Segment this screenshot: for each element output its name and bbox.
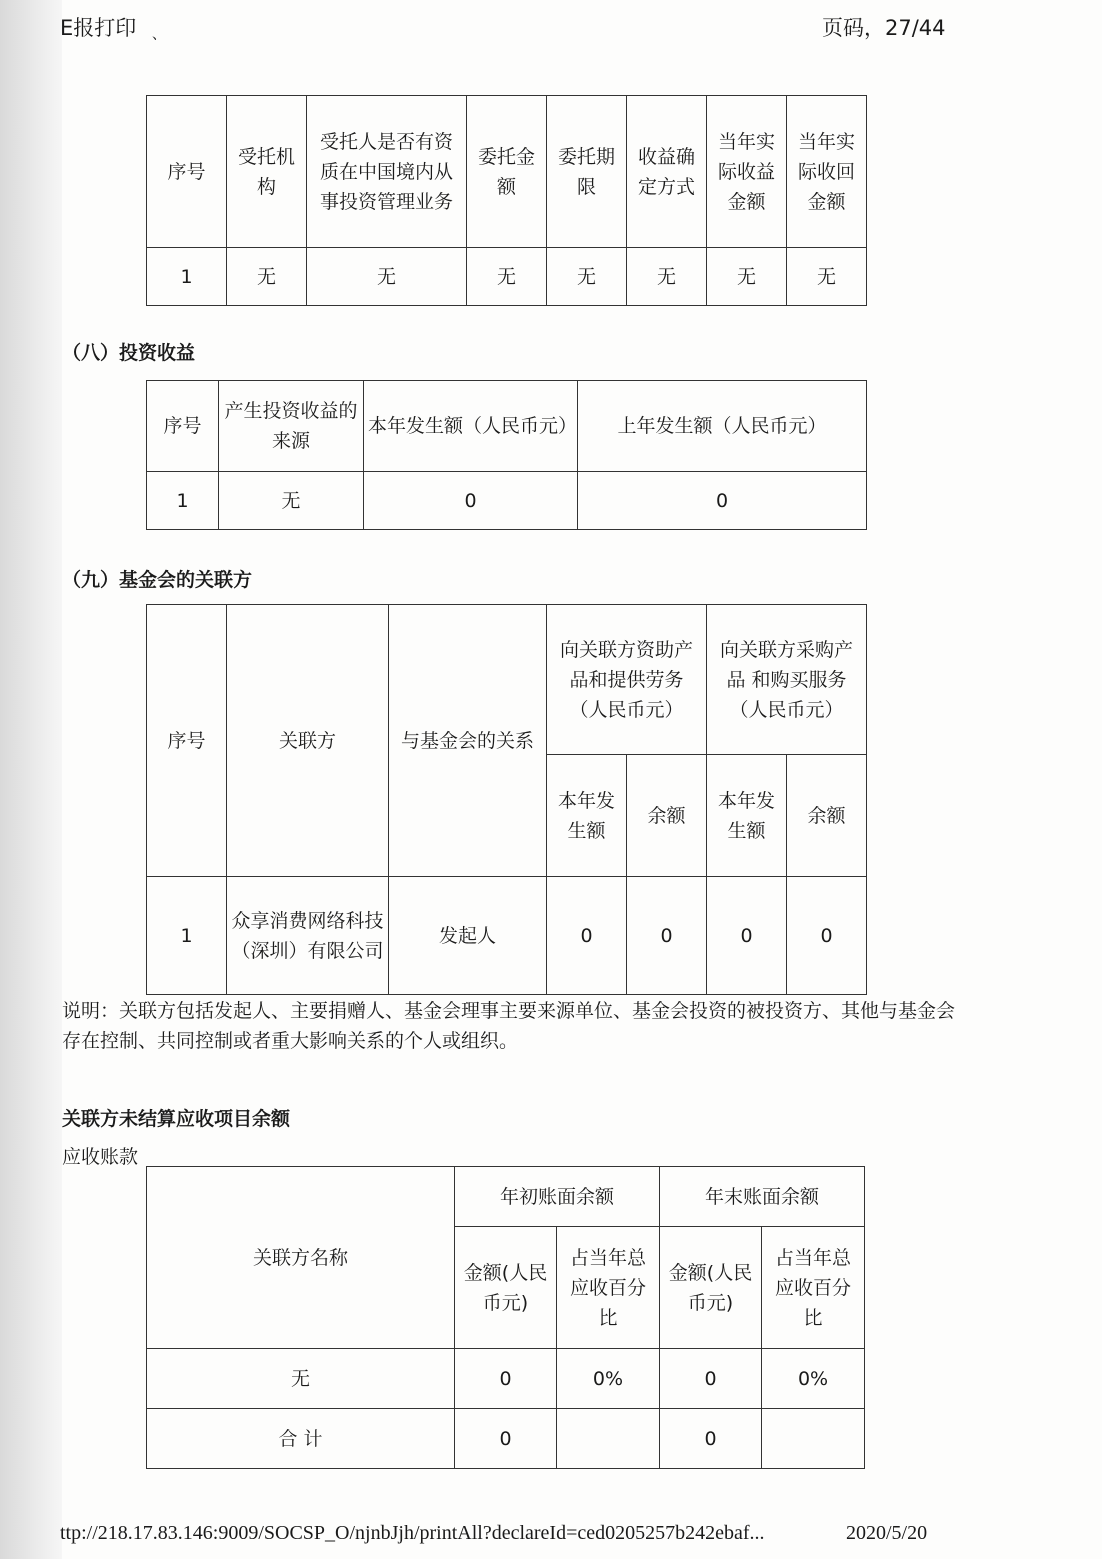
cell-income-method: 无 (627, 248, 707, 306)
header-percentage: 占当年总应收百分比 (762, 1227, 865, 1349)
related-parties-table (146, 604, 867, 995)
header-opening-balance: 年初账面余额 (455, 1167, 660, 1227)
cell-funding-balance: 0 (627, 877, 707, 995)
table-row (147, 877, 867, 995)
cell-total-closing-percentage (762, 1409, 865, 1469)
cell-seq: 1 (147, 877, 227, 995)
cell-opening-percentage: 0% (557, 1349, 660, 1409)
cell-current-year: 0 (364, 472, 578, 530)
cell-seq: 1 (147, 472, 219, 530)
header-trustee: 受托机构 (227, 96, 307, 248)
header-seq: 序号 (147, 605, 227, 877)
section-title-related-parties: （九）基金会的关联方 (62, 569, 253, 591)
header-current-year: 本年发生额（人民币元） (364, 381, 578, 472)
receivables-subtitle: 应收账款 (62, 1146, 139, 1168)
cell-qualification: 无 (307, 248, 467, 306)
header-amount: 委托金额 (467, 96, 547, 248)
cell-seq: 1 (147, 248, 227, 306)
header-title: E报打印 (60, 16, 137, 40)
cell-income-source: 无 (219, 472, 364, 530)
section-title-receivables: 关联方未结算应收项目余额 (62, 1108, 291, 1130)
receivables-table (146, 1166, 865, 1469)
header-seq: 序号 (147, 381, 219, 472)
section-title-investment-income: （八）投资收益 (62, 342, 196, 364)
cell-actual-income: 无 (707, 248, 787, 306)
cell-total-closing-amount: 0 (660, 1409, 762, 1469)
header-current-amount: 本年发生额 (707, 755, 787, 877)
cell-amount: 无 (467, 248, 547, 306)
cell-related-party: 众享消费网络科技（深圳）有限公司 (227, 877, 389, 995)
cell-closing-amount: 0 (660, 1349, 762, 1409)
cell-total-label: 合 计 (147, 1409, 455, 1469)
header-balance: 余额 (627, 755, 707, 877)
page-number: 页码，27/44 (822, 16, 946, 40)
header-income-method: 收益确定方式 (627, 96, 707, 248)
cell-trustee: 无 (227, 248, 307, 306)
header-term: 委托期限 (547, 96, 627, 248)
cell-closing-percentage: 0% (762, 1349, 865, 1409)
cell-total-opening-percentage (557, 1409, 660, 1469)
cell-term: 无 (547, 248, 627, 306)
cell-relationship: 发起人 (389, 877, 547, 995)
header-party-name: 关联方名称 (147, 1167, 455, 1349)
header-related-party: 关联方 (227, 605, 389, 877)
cell-party-name: 无 (147, 1349, 455, 1409)
header-balance: 余额 (787, 755, 867, 877)
header-closing-balance: 年末账面余额 (660, 1167, 865, 1227)
cell-purchase-current: 0 (707, 877, 787, 995)
table-row (147, 472, 867, 530)
header-previous-year: 上年发生额（人民币元） (578, 381, 867, 472)
cell-opening-amount: 0 (455, 1349, 557, 1409)
header-mark: 、 (152, 27, 166, 43)
cell-total-opening-amount: 0 (455, 1409, 557, 1469)
header-current-amount: 本年发生额 (547, 755, 627, 877)
cell-purchase-balance: 0 (787, 877, 867, 995)
footer-date: 2020/5/20 (846, 1522, 928, 1544)
table-total-row (147, 1409, 865, 1469)
entrusted-investment-table (146, 95, 867, 306)
investment-income-table (146, 380, 867, 530)
header-percentage: 占当年总应收百分比 (557, 1227, 660, 1349)
header-purchase-from-party: 向关联方采购产品 和购买服务（人民币元） (707, 605, 867, 755)
header-amount: 金额(人民币元) (455, 1227, 557, 1349)
header-amount: 金额(人民币元) (660, 1227, 762, 1349)
table-row (147, 1349, 865, 1409)
scan-edge-shadow (0, 0, 62, 1559)
cell-previous-year: 0 (578, 472, 867, 530)
header-actual-income: 当年实际收益金额 (707, 96, 787, 248)
footer-url: ttp://218.17.83.146:9009/SOCSP_O/njnbJjh/printAll?declareId=ced0205257b242ebaf... (60, 1522, 765, 1544)
cell-funding-current: 0 (547, 877, 627, 995)
header-income-source: 产生投资收益的来源 (219, 381, 364, 472)
header-relationship: 与基金会的关系 (389, 605, 547, 877)
table-row (147, 248, 867, 306)
related-party-note: 说明：关联方包括发起人、主要捐赠人、基金会理事主要来源单位、基金会投资的被投资方、其他与基金会存在控制、共同控制或者重大影响关系的个人或组织。 (62, 1000, 956, 1052)
header-seq: 序号 (147, 96, 227, 248)
header-funding-to-party: 向关联方资助产品和提供劳务（人民币元） (547, 605, 707, 755)
header-qualification: 受托人是否有资质在中国境内从事投资管理业务 (307, 96, 467, 248)
cell-actual-recovered: 无 (787, 248, 867, 306)
header-actual-recovered: 当年实际收回金额 (787, 96, 867, 248)
